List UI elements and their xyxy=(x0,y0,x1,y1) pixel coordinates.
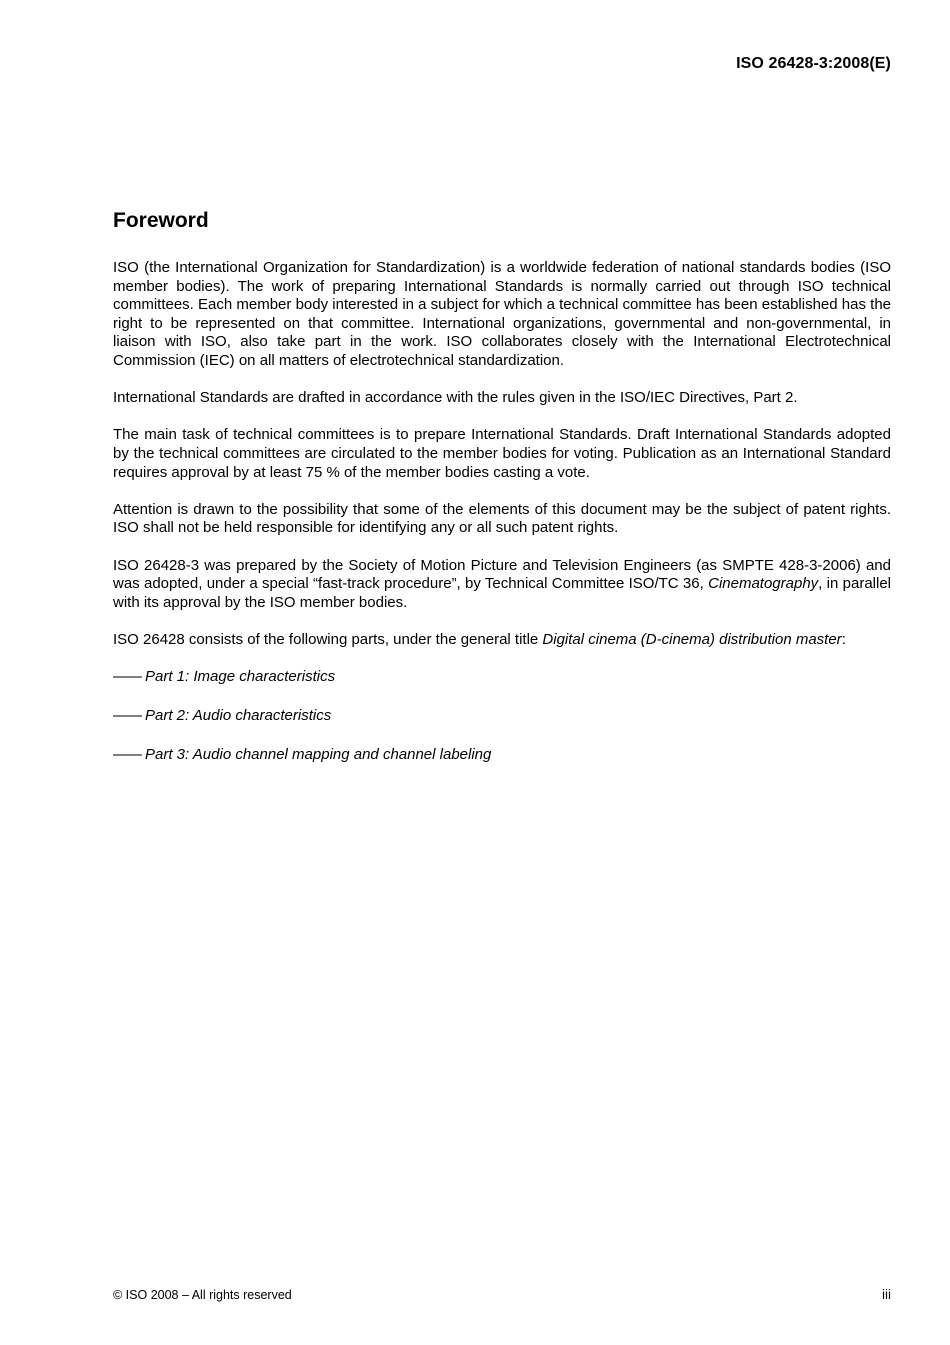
parts-intro-before: ISO 26428 consists of the following parts, under the general title xyxy=(113,630,543,648)
footer-copyright: © ISO 2008 – All rights reserved xyxy=(113,1288,292,1302)
general-title: Digital cinema (D-cinema) distribution master xyxy=(542,630,842,648)
list-item-label: Part 2: Audio characteristics xyxy=(145,707,332,725)
list-dash: —— xyxy=(113,668,141,686)
preparation-text-after: , in parallel with its approval by the ISO member bodies. xyxy=(113,575,892,611)
paragraph-preparation xyxy=(113,557,891,613)
list-dash: —— xyxy=(113,746,141,764)
parts-list xyxy=(113,668,891,765)
parts-intro-after: : xyxy=(841,630,846,648)
list-item xyxy=(113,668,891,687)
page-number: iii xyxy=(882,1287,891,1302)
list-item xyxy=(113,746,891,765)
paragraph-iso-description: ISO (the International Organization for Standardization) is a worldwide federation of national standards bodies (ISO member bodies). The work of preparing International Standards is normally carried out through ISO technical committees. Each member body interested in a subject for which a technical committee has been established has the right to be represented on that committee. International organizations, governmental and non-governmental, in liaison with ISO, also take part in the work. ISO collaborates closely with the International Electrotechnical Commission (IEC) on all matters of electrotechnical standardization. xyxy=(113,259,891,369)
preparation-text-before: ISO 26428-3 was prepared by the Society of Motion Picture and Television Engineers (as SMPTE 428-3-2006) and was adopted, under a special “fast-track procedure”, by Technical Committee ISO/TC 36, xyxy=(113,556,891,593)
paragraph-directives: International Standards are drafted in accordance with the rules given in the ISO/IEC Directives, Part 2. xyxy=(113,389,798,407)
paragraph-patent-rights: Attention is drawn to the possibility that some of the elements of this document may be the subject of patent rights. ISO shall not be held responsible for identifying any or all such patent rights. xyxy=(113,500,891,537)
document-id: ISO 26428-3:2008(E) xyxy=(736,55,891,72)
paragraph-parts-intro xyxy=(113,631,891,650)
list-item xyxy=(113,707,891,726)
list-item-label: Part 3: Audio channel mapping and channel labeling xyxy=(145,746,492,764)
list-dash: —— xyxy=(113,707,141,725)
foreword-body xyxy=(113,259,891,785)
paragraph-committee-task: The main task of technical committees is to prepare International Standards. Draft International Standards adopted by the technical committees are circulated to the member bodies for voting. Publication as an International Standard requires approval by at least 75 % of the member bodies casting a vote. xyxy=(113,426,891,481)
section-title: Foreword xyxy=(113,209,209,232)
committee-name: Cinematography xyxy=(708,575,819,593)
list-item-label: Part 1: Image characteristics xyxy=(145,668,336,686)
